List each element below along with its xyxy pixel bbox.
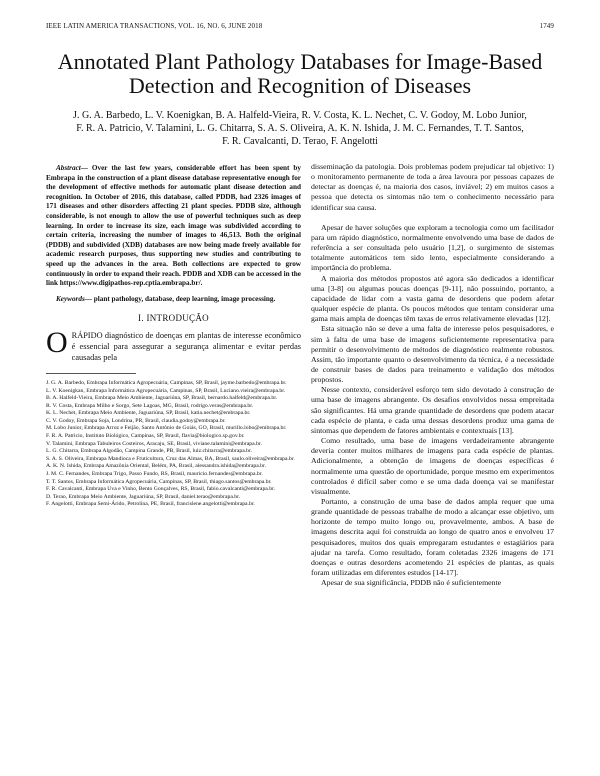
body-paragraph: disseminação da patologia. Dois problemas podem prejudicar tal objetivo: 1) o monitoramento permanente de toda a área lavoura por pessoas capazes de detectar as doenças é, na maioria dos casos, inviável; 2) em muitos casos a pessoa que detecta os sintomas não tem o conhecimento necessário para identificar sua causa. [311,162,554,212]
page-header [46,22,554,34]
section-heading: I. INTRODUÇÃO [138,313,209,324]
affiliation: S. A. S. Oliveira, Embrapa Mandioca e Fruticultura, Cruz das Almas, BA, Brasil, saulo.oliveira@embrapa.br. [46,455,295,462]
affiliation: V. Talamini, Embrapa Tabuleiros Costeiros, Aracaju, SE, Brasil, viviane.talamini@embrapa.br. [46,440,262,447]
affiliation: B. A. Halfeld-Vieira, Embrapa Meio Ambiente, Jaguariúna, SP, Brasil, bernardo.halfeld@embrapa.br. [46,395,278,402]
abstract-text: — Over the last few years, considerable effort has been spent by Embrapa in the construction of a plant disease database representative enough for the development of effective methods for automatic plant disease detection and recognition. In October of 2016, this database, called PDDB, had 2326 images of 171 diseases and other disorders affecting 21 plant species. PDDB size, although considerable, is not enough to allow the use of powerful techniques such as deep learning. In order to increase its size, each image was subdivided according to certain criteria, increasing the number of images to 46,513. Both the original (PDDB) and subdivided (XDB) databases are now being made freely available for academic research purposes, thus supporting new studies and contributing to speed up the advances in the area. Both collections are expected to grow continuously in order to expand their reach. PDDB and XDB can be accessed in the link https://www.digipathos-rep.cptia.embrapa.br/. [46,164,301,288]
body-paragraph: A maioria dos métodos propostos até agora são dedicados a identificar uma [3-8] ou algumas poucas doenças [9-11], não possuindo, portanto, a capacidade de lidar com a vasta gama de desordens que podem afetar qualquer espécie de planta. Os poucos métodos que tentam considerar uma gama mais ampla de doenças têm taxas de erros relativamente elevadas [12]. [311,273,554,324]
affiliation: K. L. Nechet, Embrapa Meio Ambiente, Jaguariúna, SP, Brasil, katia.nechet@embrapa.br. [46,410,251,417]
affiliation: M. Lobo Junior, Embrapa Arroz e Feijão, Santo Antônio de Goiás, GO, Brasil, murillo.lobo@embrapa.br. [46,425,287,432]
author-list: J. G. A. Barbedo, L. V. Koenigkan, B. A. Halfeld-Vieira, R. V. Costa, K. L. Nechet, C. V. Godoy, M. Lobo Junior, F. R. A. Patricio, V. Talamini, L. G. Chitarra, S. A. S. Oliveira, A. K. N. Ishida, J. M. C. Fernandes, T. T. Santos, F. R. Cavalcanti, D. Terao, F. Angelotti [73,110,527,147]
affiliation-footnotes [46,380,301,509]
affiliation: C. V. Godoy, Embrapa Soja, Londrina, PR, Brasil, claudia.godoy@embrapa.br. [46,417,226,424]
affiliation: F. Angelotti, Embrapa Semi-Árido, Petrolina, PE, Brasil, francislene.angelotti@embrapa.br. [46,501,255,508]
affiliation: L. G. Chitarra, Embrapa Algodão, Campina Grande, PB, Brasil, luiz.chitarra@embrapa.br. [46,448,252,455]
affiliation: F. R. A. Patricio, Instituto Biológico, Campinas, SP, Brasil, flavia@biologico.sp.gov.br. [46,433,245,440]
paper-title: Annotated Plant Pathology Databases for Image-Based Detection and Recognition of Diseases [57,49,543,98]
journal-name: IEEE LATIN AMERICA TRANSACTIONS, VOL. 16, NO. 6, JUNE 2018 [46,22,263,30]
keywords-text: — plant pathology, database, deep learning, image processing. [84,294,276,303]
abstract-label: Abstract [56,164,81,172]
keywords-label: Keywords [56,294,85,303]
affiliation: L. V. Koenigkan, Embrapa Informática Agropecuária, Campinas, SP, Brasil, Luciano.vieira@embrapa.br. [46,387,286,394]
body-paragraph: Nesse contexto, considerável esforço tem sido devotado à construção de uma base de imagens abrangente. Os desafios envolvidos nessa empreitada são significantes. Há uma grande quantidade de desordens que podem atacar cada espécie de planta, e cada uma dessas desordens produz uma gama de sintomas que dependem de fatores ambientais e contextuais [13]. [311,385,554,435]
affiliation: J. M. C. Fernandes, Embrapa Trigo, Passo Fundo, RS, Brasil, mauricio.fernandes@embrapa.br. [46,471,263,478]
page-number: 1749 [539,22,554,30]
body-paragraph: Esta situação não se deve a uma falta de interesse pelos pesquisadores, e sim à falta de uma base de imagens suficientemente representativa para permitir o desenvolvimento de métodos de diagnóstico realmente robustos. Assim, tão importante quanto o desenvolvimento da técnica, é a necessidade de construir bases de dados para treinamento e validação dos métodos propostos. [311,324,554,385]
intro-paragraph [46,325,301,363]
left-column [46,164,301,509]
body-paragraph: Apesar de haver soluções que exploram a tecnologia como um facilitador para um rápido diagnóstico, normalmente envolvendo uma base de dados de referência a ser consultada pelo usuário [1,2], o surgimento de sistemas totalmente automáticos tem sido lento, especialmente considerando a importância do problema. [311,222,554,273]
affiliation: F. R. Cavalcanti, Embrapa Uva e Vinho, Bento Gonçalves, RS, Brasil, fabio.cavalcanti@embrapa.br. [46,486,276,493]
right-column [311,162,554,588]
body-paragraph: Como resultado, uma base de imagens verdadeiramente abrangente deveria conter muitos milhares de imagens para cada espécie de plantas. Adicionalmente, a obtenção de imagens de doenças específicas é normalmente uma questão de oportunidade, porque mesmo em experimentos controlados é difícil saber como e se uma dada doença vai se manifestar visualmente. [311,436,554,496]
footnote-rule [46,373,136,374]
intro-text: RÁPIDO diagnóstico de doenças em plantas de interesse econômico é essencial para assegurar a segurança alimentar e evitar perdas causadas pela [71,330,301,362]
abstract [46,164,301,289]
affiliation: R. V. Costa, Embrapa Milho e Sorgo, Sete Lagoas, MG, Brasil, rodrigo.veras@embrapa.br. [46,402,254,409]
body-paragraph: Apesar de sua significância, PDDB não é suficientemente [321,578,502,588]
drop-cap: O [46,325,68,359]
affiliation: T. T. Santos, Embrapa Informática Agropecuária, Campinas, SP, Brasil, thiago.santos@embrapa.br. [46,478,272,485]
affiliation: D. Terao, Embrapa Meio Ambiente, Jaguariúna, SP, Brasil, daniel.terao@embrapa.br. [46,493,241,500]
keywords [46,295,301,305]
affiliation: A. K. N. Ishida, Embrapa Amazônia Oriental, Belém, PA, Brasil, alessandra.ishida@embrapa.br. [46,463,266,470]
affiliation: J. G. A. Barbedo, Embrapa Informática Agropecuária, Campinas, SP, Brasil, jayme.barbedo@embrapa.br. [46,379,287,386]
body-paragraph: Portanto, a construção de uma base de dados ampla requer que uma grande quantidade de pessoas trabalhe de modo a alcançar esse objetivo, um horizonte de tempo muito longo ou, provavelmente, ambos. A base de imagens descrita aqui foi construída ao longo de quatro anos e envolveu 17 pesquisadores, muitos dos quais empregaram estudantes e estagiários para ajudar na tarefa. Como resultado, foram coletadas 2326 imagens de 171 doenças e outras desordens acometendo 21 espécies de plantas, as quais foram utilizadas em diferentes estudos [14-17]. [311,497,554,578]
